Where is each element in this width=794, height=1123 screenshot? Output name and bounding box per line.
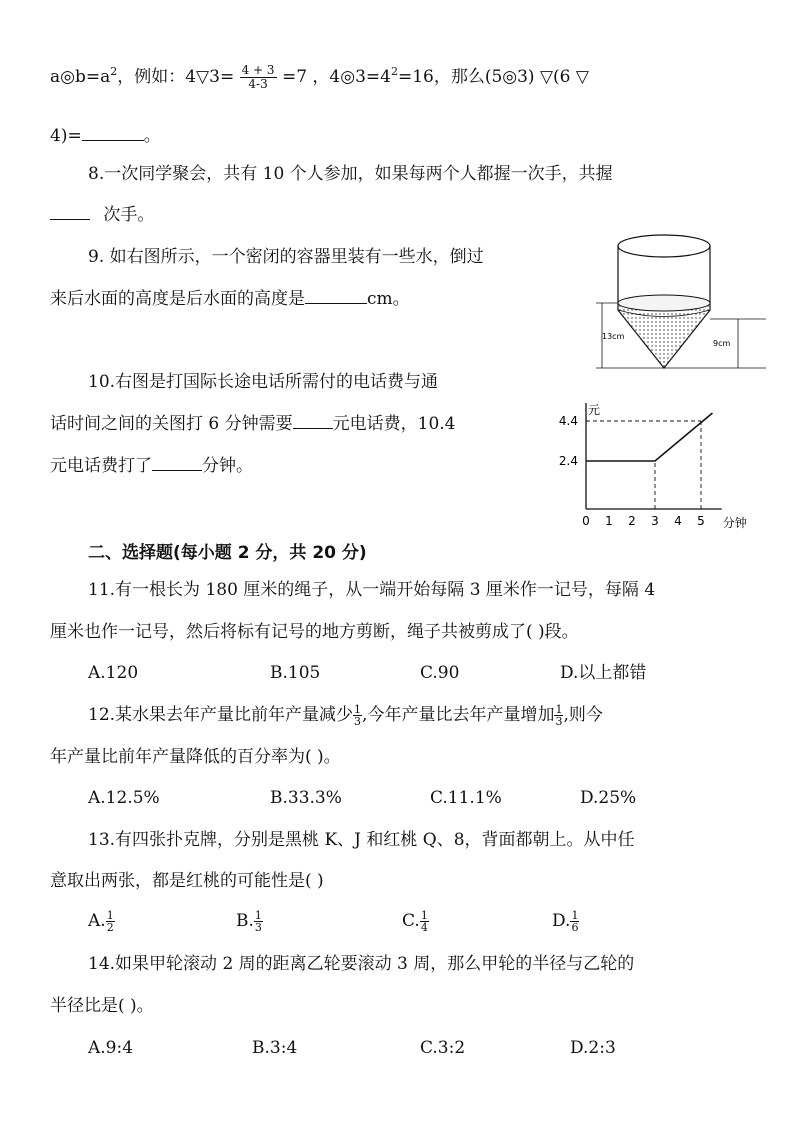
x-tick-label-5: 5 [697, 514, 705, 528]
q11-line1: 11.有一根长为 180 厘米的绳子，从一端开始每隔 3 厘米作一记号，每隔 4 [88, 580, 656, 600]
x-tick-label-1: 1 [605, 514, 613, 528]
q7-line1 [50, 64, 589, 91]
q12-fraction-2: $\frac{1}{3}$ [555, 703, 563, 728]
q8-answer-blank[interactable] [50, 203, 90, 220]
y-tick-label-4-4: 4.4 [558, 414, 578, 428]
q11-line2: 厘米也作一记号，然后将标有记号的地方剪断，绳子共被剪成了( )段。 [50, 622, 579, 642]
q13-option-a[interactable]: A. $\frac{1}{2}$ [88, 909, 114, 934]
q11-option-c[interactable]: C.90 [420, 663, 460, 683]
q12-line2: 年产量比前年产量降低的百分率为( )。 [50, 747, 341, 767]
q11-option-d[interactable]: D.以上都错 [560, 663, 647, 683]
q14-option-d[interactable]: D.2:3 [570, 1038, 616, 1058]
section-2-title: 二、选择题(每小题 2 分，共 20 分) [88, 543, 367, 563]
x-tick-label-4: 4 [674, 514, 682, 528]
q10-line3: 元电话费打了 分钟。 [50, 456, 253, 476]
q7-answer-blank[interactable] [82, 124, 144, 141]
q11-option-a[interactable]: A.120 [88, 663, 139, 683]
q7-line2: 4)= 。 [50, 126, 161, 146]
x-axis-label: 分钟 [722, 516, 747, 530]
y-tick-label-2-4: 2.4 [558, 454, 578, 468]
q7-text-d: =16，那么(5◎3) ▽(6 ▽ [397, 67, 589, 87]
q7-fraction: $\frac{4 + 3}{4-3}$ [241, 63, 275, 91]
q13-line2: 意取出两张，都是红桃的可能性是( ) [50, 871, 324, 891]
x-tick-label-0: 0 [582, 514, 590, 528]
q8-line2: 次手。 [50, 203, 154, 227]
x-tick-label-2: 2 [628, 514, 636, 528]
q13-option-d[interactable]: D. $\frac{1}{6}$ [552, 909, 579, 934]
q12-line1: 12.某水果去年产量比前年产量减少 $\frac{1}{3}$ ,今年产量比去年产量增加 $\frac{1}{3}$ ,则今 [88, 703, 603, 728]
q10-line2: 话时间之间的关图打 6 分钟需要 元电话费，10.4 [50, 414, 456, 434]
q11-option-b[interactable]: B.105 [270, 663, 321, 683]
x-tick-label-3: 3 [651, 514, 659, 528]
q14-option-c[interactable]: C.3:2 [420, 1038, 466, 1058]
q8-line1: 8.一次同学聚会，共有 10 个人参加，如果每两个人都握一次手，共握 [88, 164, 613, 184]
q10-answer-blank-1[interactable] [293, 412, 333, 429]
q9-line1: 9. 如右图所示，一个密闭的容器里装有一些水，倒过 [88, 247, 484, 267]
q14-option-a[interactable]: A.9:4 [88, 1038, 134, 1058]
q12-option-b[interactable]: B.33.3% [270, 788, 342, 808]
q7-sup-2: 2 [390, 65, 398, 78]
phone-fee-chart [548, 393, 764, 539]
q13-option-c[interactable]: C. $\frac{1}{4}$ [402, 909, 428, 934]
q7-text-c: =7 ，4◎3=4 [281, 67, 391, 87]
q7-text-b: ，例如：4▽3= [117, 67, 235, 87]
q12-option-d[interactable]: D.25% [580, 788, 637, 808]
q9-line2: 来后水面的高度是后水面的高度是 cm。 [50, 289, 410, 309]
q7-text-a: a◎b=a [50, 67, 111, 87]
q10-line1: 10.右图是打国际长途电话所需付的电话费与通 [88, 372, 439, 392]
y-axis-label: 元 [588, 403, 601, 417]
q7-sup-1: 2 [110, 65, 118, 78]
label-13cm: 13cm [602, 332, 625, 341]
q12-fraction-1: $\frac{1}{3}$ [354, 703, 362, 728]
q13-option-b[interactable]: B. $\frac{1}{3}$ [236, 909, 262, 934]
q13-line1: 13.有四张扑克牌，分别是黑桃 K、J 和红桃 Q、8，背面都朝上。从中任 [88, 830, 635, 850]
container-figure [590, 228, 770, 376]
label-9cm: 9cm [713, 339, 731, 348]
q14-option-b[interactable]: B.3:4 [252, 1038, 298, 1058]
q12-option-a[interactable]: A.12.5% [88, 788, 160, 808]
water-area [618, 295, 710, 368]
q14-line2: 半径比是( )。 [50, 996, 154, 1016]
q14-line1: 14.如果甲轮滚动 2 周的距离乙轮要滚动 3 周，那么甲轮的半径与乙轮的 [88, 954, 635, 974]
q10-answer-blank-2[interactable] [152, 454, 202, 471]
q9-answer-blank[interactable] [305, 287, 367, 304]
fee-line [586, 413, 713, 461]
q12-option-c[interactable]: C.11.1% [430, 788, 502, 808]
